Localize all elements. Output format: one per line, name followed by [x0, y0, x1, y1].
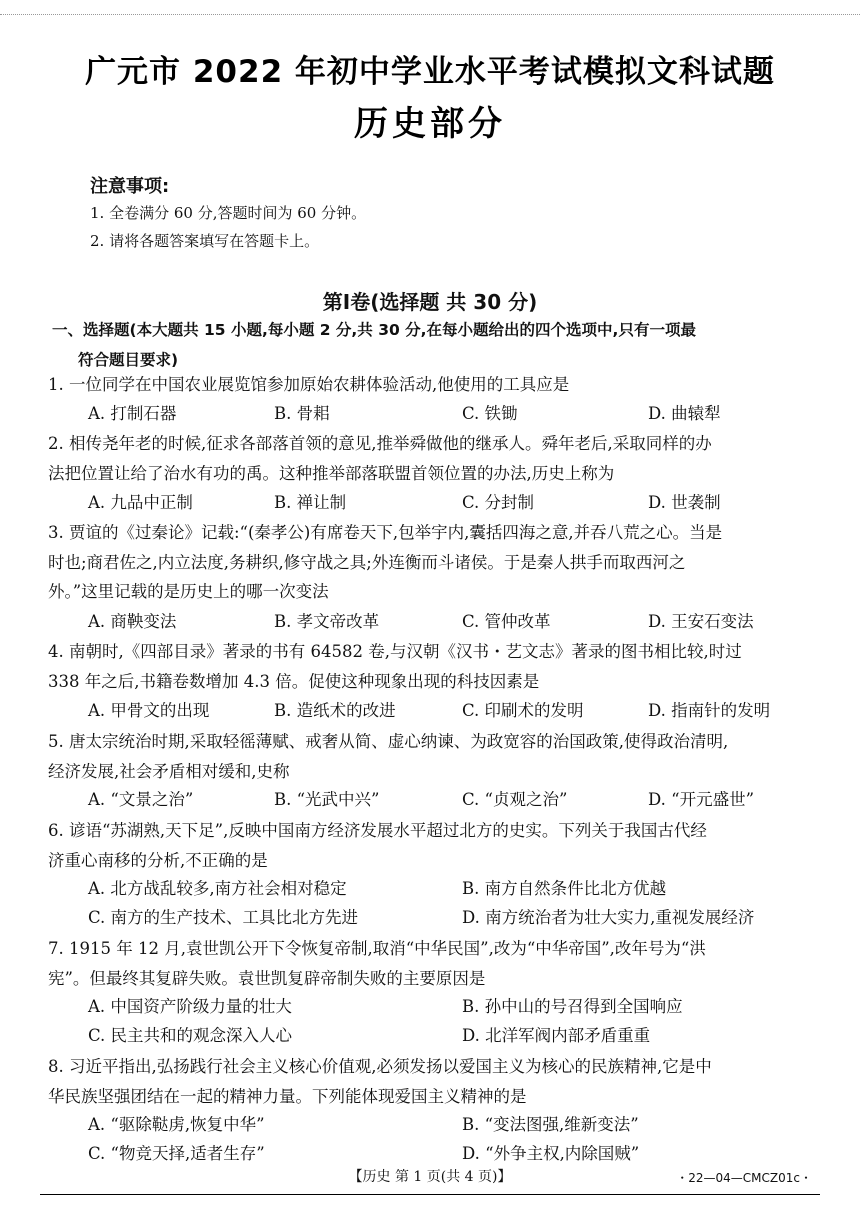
notice-item: 1. 全卷满分 60 分,答题时间为 60 分钟。	[90, 204, 367, 222]
notice-item: 2. 请将各题答案填写在答题卡上。	[90, 232, 320, 250]
option-d: D. 世袭制	[648, 493, 721, 512]
option-b: B. “光武中兴”	[274, 790, 380, 809]
question-stem: 外。”这里记载的是历史上的哪一次变法	[48, 582, 329, 601]
exam-title: 广元市 2022 年初中学业水平考试模拟文科试题	[85, 54, 775, 90]
question-stem: 3. 贾谊的《过秦论》记载:“(秦孝公)有席卷天下,包举宇内,囊括四海之意,并吞八荒之心。当是	[48, 523, 723, 542]
question-4-options	[88, 697, 808, 726]
option-d: D. 指南针的发明	[648, 701, 771, 720]
option-a: A. 打制石器	[88, 404, 177, 423]
option-b: B. 南方自然条件比北方优越	[462, 879, 667, 898]
question-7-options-row1	[88, 993, 808, 1022]
question-7	[48, 934, 820, 993]
question-6-options-row1	[88, 875, 808, 904]
option-b: B. 禅让制	[274, 493, 347, 512]
page-number: 【历史 第 1 页(共 4 页)】	[348, 1169, 512, 1185]
option-b: B. “变法图强,维新变法”	[462, 1115, 639, 1134]
question-1	[48, 370, 820, 400]
question-8	[48, 1052, 820, 1111]
option-d: D. 曲辕犁	[648, 404, 721, 423]
option-c: C. 铁锄	[462, 404, 518, 423]
option-a: A. 九品中正制	[88, 493, 193, 512]
option-d: D. 南方统治者为壮大实力,重视发展经济	[462, 908, 755, 927]
section-instructions	[52, 315, 812, 375]
option-d: D. “外争主权,内除国贼”	[462, 1144, 640, 1163]
question-stem: 宪”。但最终其复辟失败。袁世凯复辟帝制失败的主要原因是	[48, 968, 486, 988]
option-a: A. 甲骨文的出现	[88, 701, 210, 720]
option-a: A. “驱除鞑虏,恢复中华”	[88, 1115, 265, 1134]
question-8-options-row2	[88, 1140, 808, 1169]
question-3	[48, 518, 820, 607]
question-6-options-row2	[88, 904, 808, 933]
exam-subtitle: 历史部分	[354, 104, 506, 144]
question-3-options	[88, 608, 808, 637]
option-b: B. 骨耜	[274, 404, 330, 423]
question-stem: 经济发展,社会矛盾相对缓和,史称	[48, 761, 290, 781]
question-1-options	[88, 400, 808, 429]
option-a: A. 中国资产阶级力量的壮大	[88, 997, 292, 1016]
option-b: B. 孝文帝改革	[274, 612, 380, 631]
question-stem: 4. 南朝时,《四部目录》著录的书有 64582 卷,与汉朝《汉书・艺文志》著录的图书相比较,时过	[48, 642, 742, 661]
option-c: C. 民主共和的观念深入人心	[88, 1026, 293, 1045]
option-b: B. 造纸术的改进	[274, 701, 396, 720]
volume-heading: 第Ⅰ卷(选择题 共 30 分)	[322, 290, 538, 314]
question-stem: 7. 1915 年 12 月,袁世凯公开下令恢复帝制,取消“中华民国”,改为“中华帝国”,改年号为“洪	[48, 939, 706, 958]
question-stem: 5. 唐太宗统治时期,采取轻徭薄赋、戒奢从简、虚心纳谏、为政宽容的治国政策,使得政治清明,	[48, 732, 729, 751]
question-stem: 华民族坚强团结在一起的精神力量。下列能体现爱国主义精神的是	[48, 1086, 527, 1106]
question-5	[48, 727, 820, 786]
option-c: C. 管仲改革	[462, 612, 551, 631]
option-a: A. “文景之治”	[88, 790, 194, 809]
question-stem: 338 年之后,书籍卷数增加 4.3 倍。促使这种现象出现的科技因素是	[48, 671, 540, 691]
option-a: A. 商鞅变法	[88, 612, 177, 631]
question-5-options	[88, 786, 808, 815]
question-stem: 法把位置让给了治水有功的禹。这种推举部落联盟首领位置的办法,历史上称为	[48, 463, 615, 483]
option-d: D. “开元盛世”	[648, 790, 755, 809]
exam-code: ・22—04—CMCZ01c・	[676, 1171, 812, 1185]
question-stem: 时也;商君佐之,内立法度,务耕织,修守战之具;外连衡而斗诸侯。于是秦人拱手而取西河之	[48, 552, 686, 572]
option-c: C. 印刷术的发明	[462, 701, 584, 720]
section-instructions-line: 一、选择题(本大题共 15 小题,每小题 2 分,共 30 分,在每小题给出的四个选项中,只有一项最	[52, 321, 696, 339]
option-d: D. 王安石变法	[648, 612, 754, 631]
question-2-options	[88, 489, 808, 518]
option-a: A. 北方战乱较多,南方社会相对稳定	[88, 879, 347, 898]
option-d: D. 北洋军阀内部矛盾重重	[462, 1026, 651, 1045]
question-stem: 8. 习近平指出,弘扬践行社会主义核心价值观,必须发扬以爱国主义为核心的民族精神,它是中	[48, 1057, 712, 1076]
option-c: C. “贞观之治”	[462, 790, 568, 809]
footer-divider	[40, 1194, 820, 1195]
question-stem: 2. 相传尧年老的时候,征求各部落首领的意见,推举舜做他的继承人。舜年老后,采取同样的办	[48, 434, 712, 453]
question-7-options-row2	[88, 1022, 808, 1051]
top-divider	[0, 14, 860, 15]
question-stem: 6. 谚语“苏湖熟,天下足”,反映中国南方经济发展水平超过北方的史实。下列关于我国古代经	[48, 821, 707, 840]
question-stem: 1. 一位同学在中国农业展览馆参加原始农耕体验活动,他使用的工具应是	[48, 375, 570, 394]
section-instructions-line: 符合题目要求)	[78, 351, 179, 369]
option-c: C. “物竞天择,适者生存”	[88, 1144, 265, 1163]
option-b: B. 孙中山的号召得到全国响应	[462, 997, 683, 1016]
notice-heading: 注意事项:	[90, 176, 170, 197]
question-2	[48, 429, 820, 488]
question-stem: 济重心南移的分析,不正确的是	[48, 850, 268, 870]
question-8-options-row1	[88, 1111, 808, 1140]
option-c: C. 南方的生产技术、工具比北方先进	[88, 908, 359, 927]
question-6	[48, 816, 820, 875]
question-4	[48, 637, 820, 696]
option-c: C. 分封制	[462, 493, 535, 512]
